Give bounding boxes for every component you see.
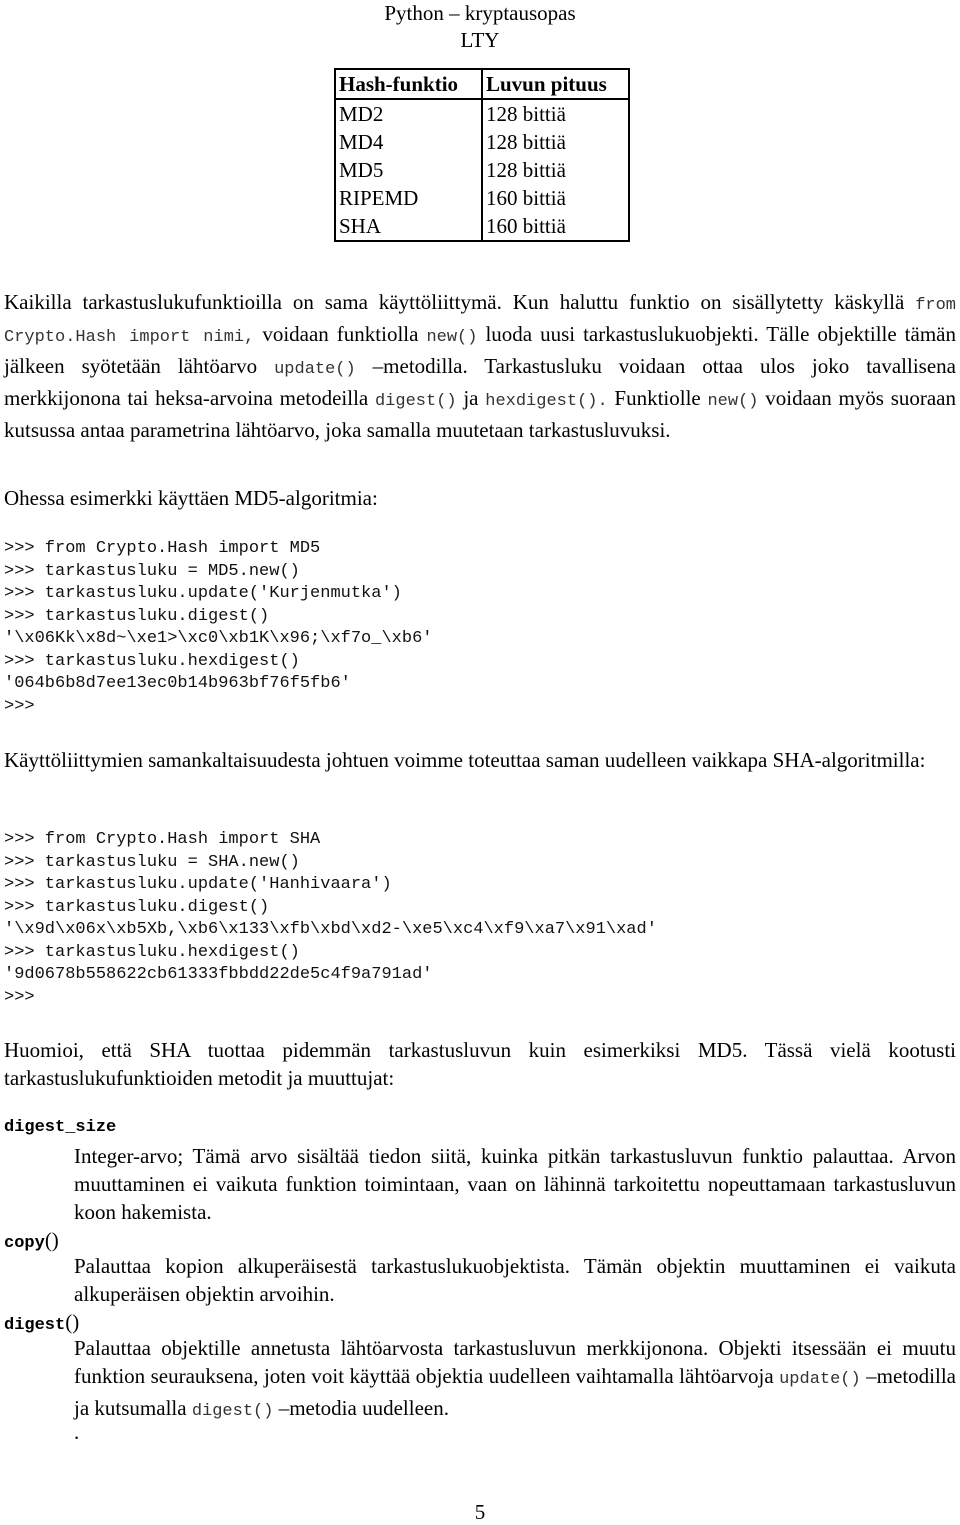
table-cell: MD4 [335,128,482,156]
intro-text: luoda uusi tarkastuslukuobjekti. Tälle objektille tämän jälkeen syötetään lähtöarvo [4,322,956,378]
table-row [335,156,629,184]
code-line: >>> from Crypto.Hash import SHA [4,830,321,849]
term-digest-size: digest_size [4,1118,117,1137]
term-copy-suffix: () [44,1228,59,1252]
code-line: >>> tarkastusluku.digest() [4,897,270,917]
inline-code: from Crypto.Hash import nimi, [4,296,956,347]
inline-code: new() [426,328,478,347]
def-digest-size: Integer-arvo; Tämä arvo sisältää tiedon siitä, kuinka pitkän tarkastusluvun funktio palauttaa. Arvon muuttaminen ei vaikuta funktion toimintaan, vaan on lähinnä tarkoitettu nopeuttamaan tarkastusluvun koon hakemista. [74,1144,956,1224]
intro-text: ja [456,386,486,410]
intro-text: voidaan funktiolla [254,322,427,346]
table-header-cell: Luvun pituus [482,69,629,99]
intro-text: –metodilla. Tarkastusluku voidaan ottaa ulos joko tavallisena merkkijonona tai heksa-arvoina metodeilla [4,354,956,410]
term-digest [4,1310,79,1335]
code-line: '064b6b8d7ee13ec0b14b963bf76f5fb6' [4,674,351,693]
md5-intro: Ohessa esimerkki käyttäen MD5-algoritmia: [4,486,378,510]
code-line: >>> tarkastusluku = MD5.new() [4,561,300,581]
code-line: '9d0678b558622cb61333fbbdd22de5c4f9a791ad' [4,965,433,984]
md5-code-block [4,538,432,718]
code-line: >>> from Crypto.Hash import MD5 [4,539,321,558]
intro-text: Funktiolle [607,386,708,410]
trailing-dot: . [74,1420,80,1444]
inline-code: new() [707,392,759,411]
table-header-row [335,69,629,99]
page-number: 5 [474,1500,486,1524]
code-line: >>> tarkastusluku = SHA.new() [4,852,300,872]
sha-code-block [4,829,657,1009]
code-line: '\x9d\x06x\xb5Xb,\xb6\x133\xfb\xbd\xd2-\xe5\xc4\xf9\xa7\x91\xad' [4,920,657,939]
header-title: Python – kryptausopas [384,1,576,25]
table-cell: MD2 [335,99,482,128]
code-line: >>> [4,987,35,1007]
term-digest-name: digest [4,1316,66,1335]
code-line: >>> tarkastusluku.digest() [4,606,270,626]
table-cell: 160 bittiä [482,212,629,241]
inline-code: hexdigest(). [485,392,608,411]
table-cell: MD5 [335,156,482,184]
table-cell: 160 bittiä [482,184,629,212]
table-header-cell: Hash-funktio [335,69,482,99]
table-row [335,128,629,156]
table-row [335,184,629,212]
intro-paragraph [4,288,956,444]
note-paragraph: Huomioi, että SHA tuottaa pidemmän tarkastusluvun kuin esimerkiksi MD5. Tässä vielä kootusti tarkastuslukufunktioiden metodit ja muuttujat: [4,1038,956,1090]
code-line: >>> tarkastusluku.hexdigest() [4,651,300,671]
def-digest-text: –metodia uudelleen. [273,1396,449,1420]
hash-function-table [334,68,630,242]
sha-intro: Käyttöliittymien samankaltaisuudesta johtuen voimme toteuttaa saman uudelleen vaikkapa SHA-algoritmilla: [4,748,926,772]
code-line: >>> [4,696,35,716]
table-cell: 128 bittiä [482,99,629,128]
term-copy [4,1228,59,1253]
table-row [335,212,629,241]
def-digest-text: –metodilla ja kutsumalla [74,1364,956,1420]
inline-code: update() [779,1370,861,1389]
code-line: >>> tarkastusluku.update('Hanhivaara') [4,875,392,894]
inline-code: update() [274,360,356,379]
table-cell: 128 bittiä [482,156,629,184]
code-line: >>> tarkastusluku.update('Kurjenmutka') [4,584,402,603]
intro-text: Kaikilla tarkastuslukufunktioilla on sama käyttöliittymä. Kun haluttu funktio on sisällytetty käskyllä [4,290,916,314]
term-copy-name: copy [4,1234,45,1253]
header-subtitle: LTY [460,28,500,52]
table-cell: RIPEMD [335,184,482,212]
def-digest-text: Palauttaa objektille annetusta lähtöarvosta tarkastusluvun merkkijonona. Objekti itsessään ei muutu funktion seurauksena, joten voit käyttää objektia uudelleen vaihtamalla lähtöarvoja [74,1336,956,1388]
def-digest [74,1334,956,1426]
term-digest-suffix: () [65,1310,80,1334]
inline-code: digest() [191,1402,274,1421]
code-line: >>> tarkastusluku.hexdigest() [4,942,300,962]
table-cell: SHA [335,212,482,241]
intro-text: voidaan myös suoraan kutsussa antaa parametrina lähtöarvo, joka samalla muutetaan tarkastusluvuksi. [4,386,956,442]
def-copy: Palauttaa kopion alkuperäisestä tarkastuslukuobjektista. Tämän objektin muuttaminen ei vaikuta alkuperäisen objektin arvoihin. [74,1254,956,1306]
table-row [335,99,629,128]
inline-code: digest() [374,392,457,411]
table-cell: 128 bittiä [482,128,629,156]
code-line: '\x06Kk\x8d~\xe1>\xc0\xb1K\x96;\xf7o_\xb6' [4,629,433,648]
